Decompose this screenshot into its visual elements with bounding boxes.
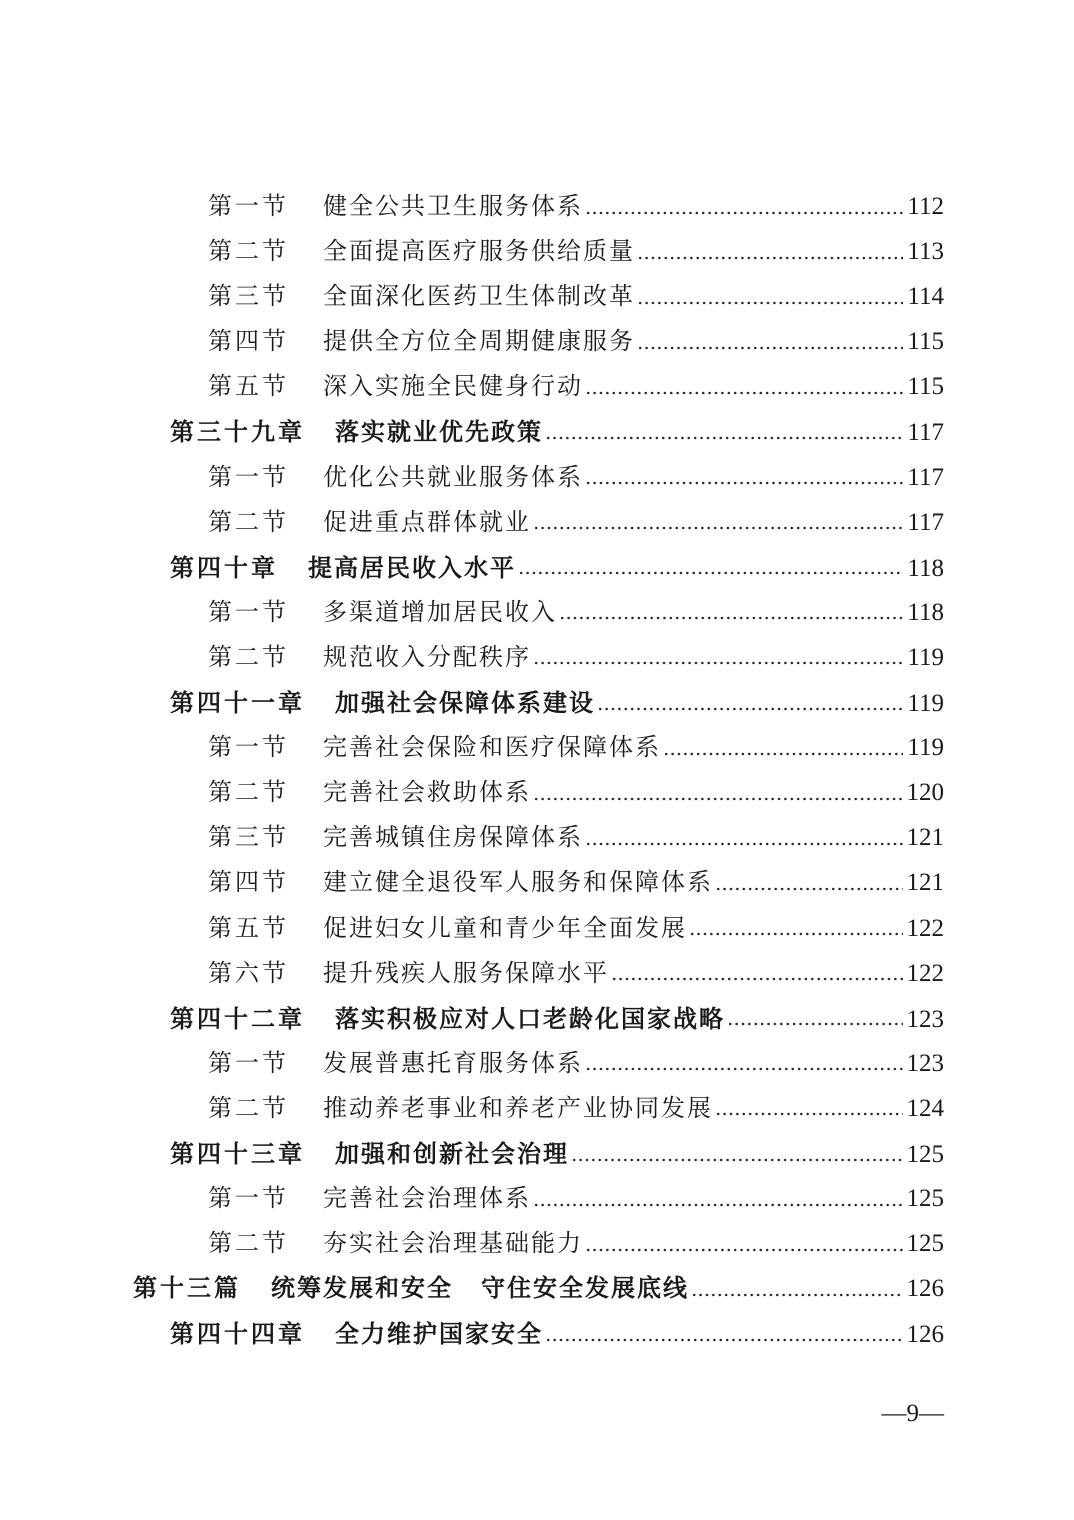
toc-entry-title xyxy=(323,1086,713,1131)
toc-entry-label: 第四十三章 xyxy=(170,1138,305,1168)
toc-entry-section xyxy=(0,274,1074,319)
toc-entry-page-number: 115 xyxy=(907,328,944,356)
toc-entry-title xyxy=(323,951,609,996)
toc-entry-section xyxy=(0,229,1074,274)
toc-dot-leader xyxy=(585,832,903,856)
toc-entry-title xyxy=(308,545,516,590)
toc-entry-title-text: 完善社会治理体系 xyxy=(323,1184,531,1213)
toc-entry-label: 第二节 xyxy=(208,1229,289,1258)
toc-entry-label: 第二节 xyxy=(208,778,289,807)
toc-entry-section xyxy=(0,951,1074,996)
toc-entry-title xyxy=(323,364,583,409)
toc-entry-page-number: 117 xyxy=(907,419,944,447)
toc-entry-subtitle-text: 守住安全发展底线 xyxy=(481,1274,689,1303)
toc-entry-title xyxy=(335,996,725,1041)
toc-entry-title-text: 深入实施全民健身行动 xyxy=(323,372,583,401)
toc-entry-chapter xyxy=(0,409,1074,454)
toc-entry-title xyxy=(323,500,531,545)
toc-entry-page-number: 119 xyxy=(907,734,944,762)
toc-entry-title-text: 建立健全退役军人服务和保障体系 xyxy=(323,868,713,897)
toc-dot-leader xyxy=(585,381,903,405)
toc-entry-label: 第二节 xyxy=(208,237,289,266)
toc-dot-leader xyxy=(691,1283,903,1307)
toc-entry-title xyxy=(323,725,661,770)
toc-entry-section xyxy=(0,500,1074,545)
toc-entry-section xyxy=(0,635,1074,680)
toc-entry-title xyxy=(323,1041,583,1086)
toc-entry-label: 第四节 xyxy=(208,868,289,897)
toc-entry-label: 第五节 xyxy=(208,913,289,942)
toc-dot-leader xyxy=(585,201,903,225)
toc-entry-title-text: 促进妇女儿童和青少年全面发展 xyxy=(323,913,687,942)
toc-entry-title-text: 落实就业优先政策 xyxy=(335,417,543,447)
toc-entry-title xyxy=(323,184,583,229)
toc-entry-title-text: 提供全方位全周期健康服务 xyxy=(323,327,635,356)
toc-entry-title-text: 夯实社会治理基础能力 xyxy=(323,1229,583,1258)
toc-entry-page-number: 125 xyxy=(906,1185,944,1213)
toc-entry-chapter xyxy=(0,545,1074,590)
page-number: —9— xyxy=(881,1400,944,1427)
toc-entry-title-text: 完善社会保险和医疗保障体系 xyxy=(323,733,661,762)
toc-entry-page-number: 118 xyxy=(907,598,944,626)
toc-entry-title-text: 全面提高医疗服务供给质量 xyxy=(323,237,635,266)
toc-entry-chapter xyxy=(0,1131,1074,1176)
toc-entry-section xyxy=(0,364,1074,409)
toc-entry-title xyxy=(335,409,543,454)
toc-entry-section xyxy=(0,590,1074,635)
toc-entry-label: 第十三篇 xyxy=(133,1274,241,1303)
toc-entry-section xyxy=(0,1041,1074,1086)
toc-entry-page-number: 125 xyxy=(906,1230,944,1258)
toc-entry-title-text: 加强和创新社会治理 xyxy=(335,1138,569,1168)
toc-dot-leader xyxy=(585,471,903,495)
toc-entry-label: 第六节 xyxy=(208,958,289,987)
toc-dot-leader xyxy=(715,1102,903,1126)
toc-entry-label: 第三节 xyxy=(208,823,289,852)
toc-entry-title-text: 统筹发展和安全 xyxy=(271,1274,453,1303)
toc-entry-page-number: 119 xyxy=(907,690,944,718)
toc-dot-leader xyxy=(545,426,903,450)
toc-entry-title-text: 提升残疾人服务保障水平 xyxy=(323,958,609,987)
toc-dot-leader xyxy=(637,246,903,270)
toc-entry-section xyxy=(0,906,1074,951)
toc-dot-leader xyxy=(585,1057,903,1081)
toc-entry-section xyxy=(0,770,1074,815)
toc-entry-title xyxy=(335,1131,569,1176)
toc-entry-page-number: 120 xyxy=(906,779,944,807)
toc-entry-title-text: 全力维护国家安全 xyxy=(335,1319,543,1349)
toc-entry-page-number: 115 xyxy=(907,373,944,401)
toc-entry-chapter xyxy=(0,1311,1074,1356)
toc-entry-title-text: 推动养老事业和养老产业协同发展 xyxy=(323,1093,713,1122)
toc-entry-label: 第三节 xyxy=(208,282,289,311)
toc-entry-page-number: 123 xyxy=(906,1005,944,1033)
toc-entry-label: 第四十四章 xyxy=(170,1319,305,1349)
toc-entry-page-number: 122 xyxy=(906,914,944,942)
toc-entry-title xyxy=(323,1176,531,1221)
toc-dot-leader xyxy=(611,967,903,991)
toc-entry-section xyxy=(0,455,1074,500)
toc-entry-label: 第一节 xyxy=(208,462,289,491)
toc-entry-label: 第二节 xyxy=(208,1093,289,1122)
toc-entry-page-number: 123 xyxy=(906,1049,944,1077)
toc-entry-label: 第一节 xyxy=(208,1184,289,1213)
toc-entry-label: 第二节 xyxy=(208,642,289,671)
toc-entry-title xyxy=(323,319,635,364)
toc-dot-leader xyxy=(518,561,903,585)
toc-entry-title xyxy=(323,455,583,500)
toc-entry-chapter xyxy=(0,996,1074,1041)
toc-entry-part xyxy=(0,1266,1074,1311)
toc-dot-leader xyxy=(637,336,903,360)
toc-entry-section xyxy=(0,184,1074,229)
toc-entry-section xyxy=(0,1086,1074,1131)
toc-dot-leader xyxy=(533,1193,903,1217)
toc-entry-page-number: 119 xyxy=(907,643,944,671)
toc-entry-title xyxy=(323,770,531,815)
toc-dot-leader xyxy=(533,651,903,675)
toc-entry-title xyxy=(323,860,713,905)
toc-entry-section xyxy=(0,319,1074,364)
toc-dot-leader xyxy=(533,516,903,540)
toc-entry-label: 第四十一章 xyxy=(170,688,305,718)
toc-entry-page-number: 125 xyxy=(906,1140,944,1168)
toc-entry-title-text: 落实积极应对人口老龄化国家战略 xyxy=(335,1003,725,1033)
toc-entry-label: 第四十二章 xyxy=(170,1003,305,1033)
toc-entry-label: 第五节 xyxy=(208,372,289,401)
toc-entry-title-text: 健全公共卫生服务体系 xyxy=(323,192,583,220)
toc-entry-title-text: 发展普惠托育服务体系 xyxy=(323,1048,583,1077)
toc-entry-label: 第一节 xyxy=(208,597,289,626)
toc-dot-leader xyxy=(571,1148,903,1172)
toc-entry-label: 第四节 xyxy=(208,327,289,356)
toc-entry-page-number: 117 xyxy=(907,463,944,491)
toc-entry-page-number: 117 xyxy=(907,508,944,536)
toc-entry-title-text: 提高居民收入水平 xyxy=(308,552,516,582)
toc-entry-title xyxy=(323,815,583,860)
toc-entry-label: 第四十章 xyxy=(170,552,278,582)
toc-dot-leader xyxy=(689,922,903,946)
toc-dot-leader xyxy=(533,787,903,811)
toc-dot-leader xyxy=(585,1238,903,1262)
toc-entry-page-number: 121 xyxy=(906,824,944,852)
toc-entry-section xyxy=(0,725,1074,770)
toc-entry-page-number: 122 xyxy=(906,959,944,987)
toc-entry-title xyxy=(335,1311,543,1356)
toc-entry-chapter xyxy=(0,680,1074,725)
toc-entry-page-number: 112 xyxy=(907,193,944,220)
toc-entry-page-number: 124 xyxy=(906,1094,944,1122)
toc-entry-section xyxy=(0,815,1074,860)
toc-entry-title xyxy=(323,635,531,680)
toc-entry-title-text: 完善社会救助体系 xyxy=(323,778,531,807)
toc-entry-title xyxy=(323,229,635,274)
table-of-contents xyxy=(0,184,1074,1356)
toc-entry-section xyxy=(0,1176,1074,1221)
toc-entry-section xyxy=(0,1221,1074,1266)
toc-entry-title-text: 全面深化医药卫生体制改革 xyxy=(323,282,635,311)
toc-dot-leader xyxy=(559,606,903,630)
toc-entry-title xyxy=(323,590,557,635)
toc-dot-leader xyxy=(597,697,903,721)
toc-entry-page-number: 126 xyxy=(906,1321,944,1349)
toc-entry-title-text: 多渠道增加居民收入 xyxy=(323,597,557,626)
toc-entry-page-number: 118 xyxy=(907,554,944,582)
toc-dot-leader xyxy=(545,1328,903,1352)
toc-entry-title xyxy=(323,274,635,319)
toc-entry-label: 第一节 xyxy=(208,1048,289,1077)
toc-dot-leader xyxy=(637,291,903,315)
toc-entry-page-number: 121 xyxy=(906,869,944,897)
toc-entry-title xyxy=(323,906,687,951)
toc-dot-leader xyxy=(715,877,903,901)
toc-dot-leader xyxy=(663,742,903,766)
toc-entry-page-number: 113 xyxy=(907,238,944,266)
toc-entry-label: 第二节 xyxy=(208,507,289,536)
toc-entry-title-text: 规范收入分配秩序 xyxy=(323,642,531,671)
toc-entry-label: 第一节 xyxy=(208,192,289,220)
toc-entry-title-text: 优化公共就业服务体系 xyxy=(323,462,583,491)
toc-dot-leader xyxy=(727,1012,903,1036)
toc-entry-label: 第一节 xyxy=(208,733,289,762)
toc-entry-title-text: 完善城镇住房保障体系 xyxy=(323,823,583,852)
toc-entry-title-text: 加强社会保障体系建设 xyxy=(335,688,595,718)
toc-entry-title xyxy=(323,1221,583,1266)
toc-entry-page-number: 126 xyxy=(906,1275,944,1303)
toc-entry-title xyxy=(271,1266,689,1311)
toc-entry-title xyxy=(335,680,595,725)
toc-entry-page-number: 114 xyxy=(907,283,944,311)
toc-entry-title-text: 促进重点群体就业 xyxy=(323,507,531,536)
toc-entry-label: 第三十九章 xyxy=(170,417,305,447)
toc-entry-section xyxy=(0,860,1074,905)
